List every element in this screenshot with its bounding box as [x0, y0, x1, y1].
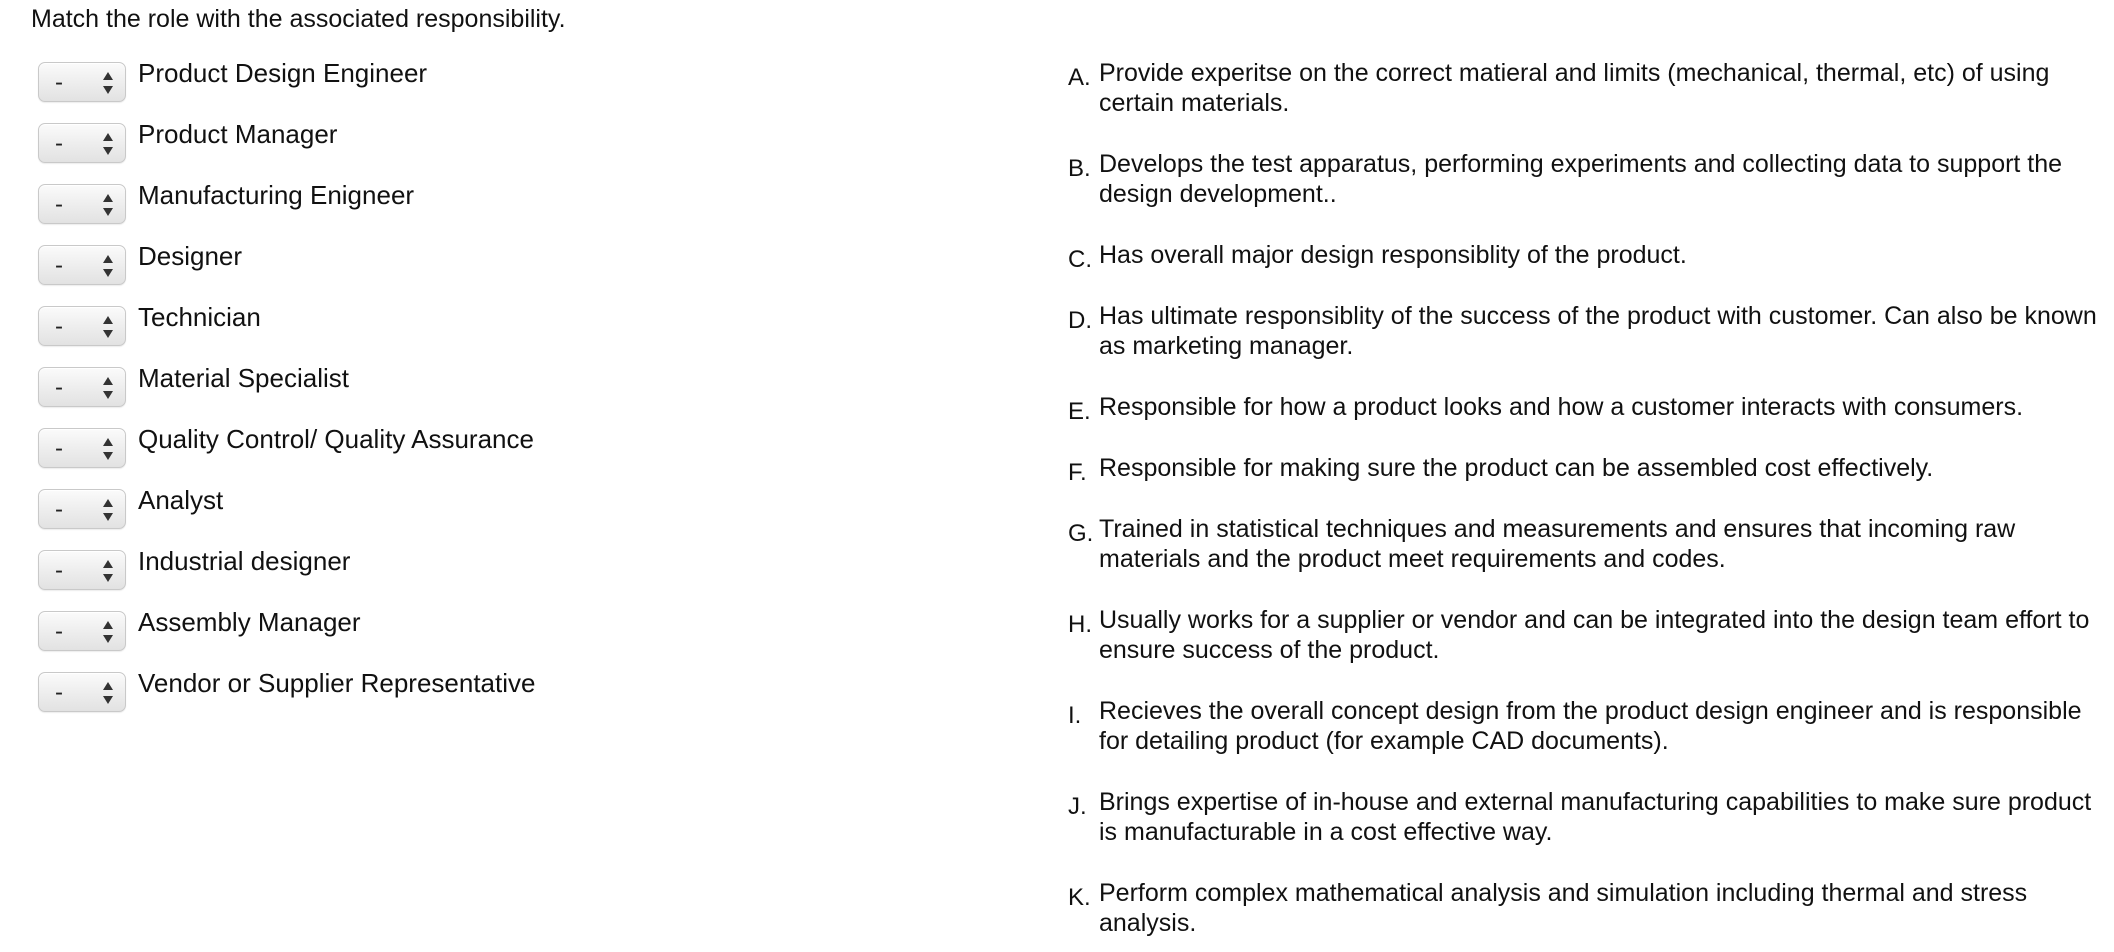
select-value: -: [55, 435, 63, 462]
select-value: -: [55, 313, 63, 340]
option-text: Recieves the overall concept design from the product design engineer and is responsible for detailing product (for example CAD documents).: [1099, 697, 2082, 755]
option-letter: A.: [1068, 64, 1091, 91]
roles-list: [38, 58, 1038, 729]
match-row-analyst: [38, 485, 1038, 546]
option-text: Provide experitse on the correct matieral and limits (mechanical, thermal, etc) of using certain materials.: [1099, 59, 2050, 117]
option-text: Has ultimate responsiblity of the success of the product with customer. Can also be known as marketing manager.: [1099, 302, 2097, 360]
select-arrows-icon: [102, 315, 114, 339]
option-text: Usually works for a supplier or vendor and can be integrated into the design team effort to ensure success of the product.: [1099, 606, 2090, 664]
select-value: -: [55, 679, 63, 706]
match-row-designer: [38, 241, 1038, 302]
select-arrows-icon: [102, 254, 114, 278]
role-select-material-specialist[interactable]: [38, 367, 126, 407]
select-arrows-icon: [102, 376, 114, 400]
match-row-technician: [38, 302, 1038, 363]
role-select-designer[interactable]: [38, 245, 126, 285]
select-value: -: [55, 374, 63, 401]
role-label: Technician: [138, 302, 261, 332]
option-letter: B.: [1068, 155, 1091, 182]
select-value: -: [55, 252, 63, 279]
select-arrows-icon: [102, 193, 114, 217]
select-value: -: [55, 130, 63, 157]
role-select-quality-control[interactable]: [38, 428, 126, 468]
select-arrows-icon: [102, 620, 114, 644]
match-row-manufacturing-engineer: [38, 180, 1038, 241]
match-row-quality-control: [38, 424, 1038, 485]
match-row-assembly-manager: [38, 607, 1038, 668]
role-label: Product Design Engineer: [138, 58, 428, 88]
role-select-product-manager[interactable]: [38, 123, 126, 163]
match-row-material-specialist: [38, 363, 1038, 424]
role-select-manufacturing-engineer[interactable]: [38, 184, 126, 224]
option-letter: F.: [1068, 459, 1087, 486]
role-label: Manufacturing Enigneer: [138, 180, 415, 210]
option-text: Trained in statistical techniques and measurements and ensures that incoming raw materials and the product meet requirements and codes.: [1099, 515, 2016, 573]
role-select-assembly-manager[interactable]: [38, 611, 126, 651]
role-label: Product Manager: [138, 119, 338, 149]
option-letter: H.: [1068, 611, 1092, 638]
option-letter: G.: [1068, 520, 1094, 547]
role-label: Vendor or Supplier Representative: [138, 668, 536, 698]
select-value: -: [55, 557, 63, 584]
role-select-analyst[interactable]: [38, 489, 126, 529]
role-select-technician[interactable]: [38, 306, 126, 346]
option-letter: D.: [1068, 307, 1092, 334]
role-label: Assembly Manager: [138, 607, 361, 637]
match-row-industrial-designer: [38, 546, 1038, 607]
select-arrows-icon: [102, 681, 114, 705]
option-text: Brings expertise of in-house and external manufacturing capabilities to make sure product is manufacturable in a cost effective way.: [1099, 788, 2092, 846]
role-label: Quality Control/ Quality Assurance: [138, 424, 534, 454]
match-row-product-design-engineer: [38, 58, 1038, 119]
option-letter: C.: [1068, 246, 1092, 273]
select-arrows-icon: [102, 71, 114, 95]
match-row-product-manager: [38, 119, 1038, 180]
select-arrows-icon: [102, 132, 114, 156]
option-text: Has overall major design responsiblity of the product.: [1099, 241, 1687, 269]
role-label: Material Specialist: [138, 363, 349, 393]
select-value: -: [55, 496, 63, 523]
option-text: Perform complex mathematical analysis and simulation including thermal and stress analysis.: [1099, 879, 2028, 937]
role-label: Analyst: [138, 485, 224, 515]
select-arrows-icon: [102, 498, 114, 522]
role-label: Industrial designer: [138, 546, 351, 576]
option-letter: K.: [1068, 884, 1091, 911]
option-letter: E.: [1068, 398, 1091, 425]
option-letter: J.: [1068, 793, 1087, 820]
option-text: Develops the test apparatus, performing experiments and collecting data to support the design development..: [1099, 150, 2063, 208]
select-value: -: [55, 69, 63, 96]
role-select-vendor-representative[interactable]: [38, 672, 126, 712]
option-letter: I.: [1068, 702, 1082, 729]
role-label: Designer: [138, 241, 243, 271]
select-value: -: [55, 618, 63, 645]
select-arrows-icon: [102, 559, 114, 583]
match-row-vendor-representative: [38, 668, 1038, 729]
option-text: Responsible for how a product looks and how a customer interacts with consumers.: [1099, 393, 2024, 421]
role-select-product-design-engineer[interactable]: [38, 62, 126, 102]
question-prompt: Match the role with the associated responsibility.: [31, 5, 566, 33]
role-select-industrial-designer[interactable]: [38, 550, 126, 590]
option-text: Responsible for making sure the product can be assembled cost effectively.: [1099, 454, 1934, 482]
select-arrows-icon: [102, 437, 114, 461]
select-value: -: [55, 191, 63, 218]
